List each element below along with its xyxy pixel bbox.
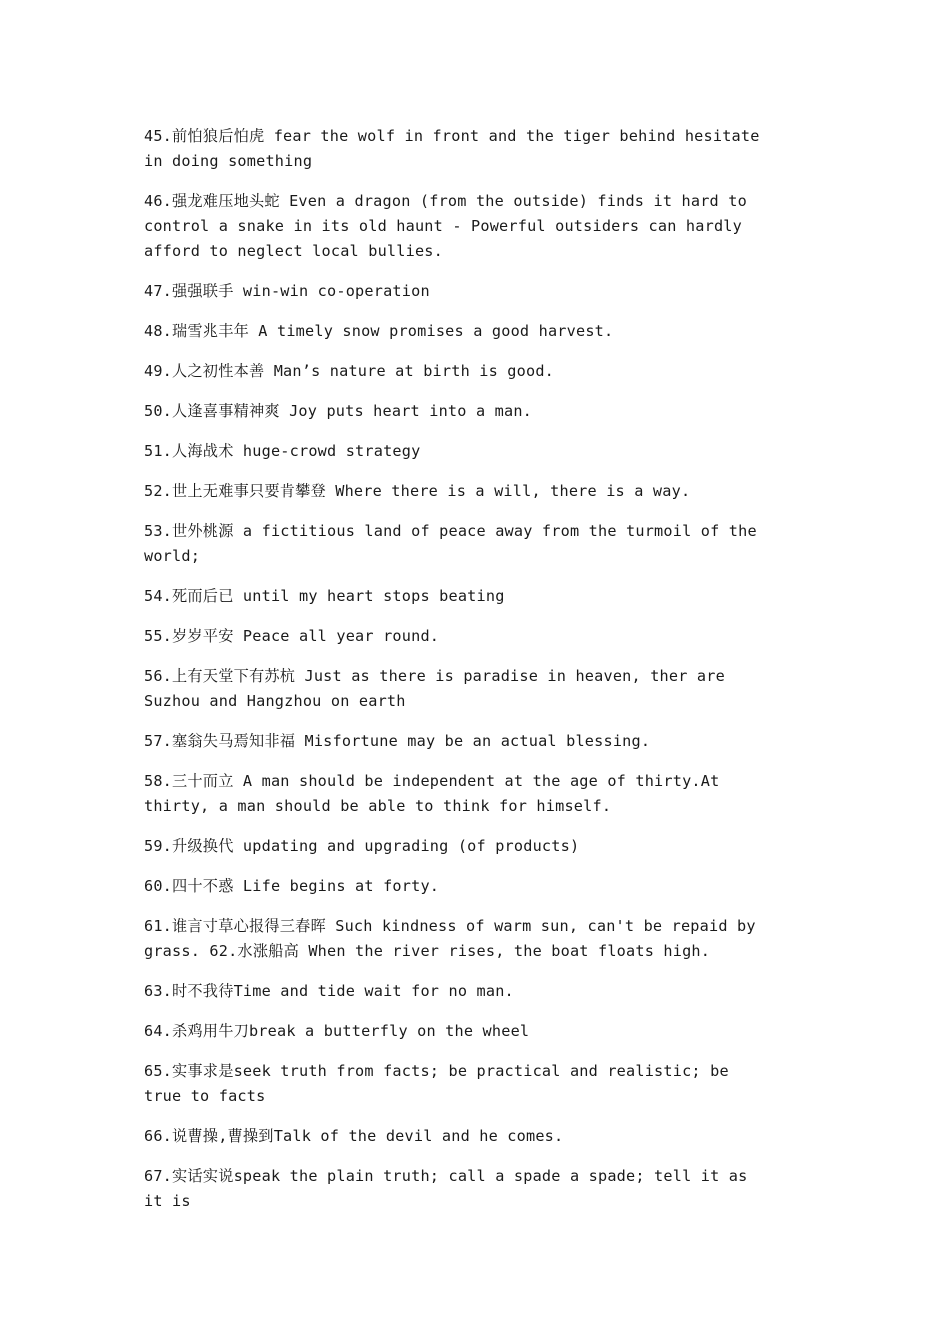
- entry-66: 66.说曹操,曹操到Talk of the devil and he comes.: [144, 1127, 564, 1145]
- document-page: [144, 124, 812, 1229]
- entry-48: 48.瑞雪兆丰年 A timely snow promises a good harvest.: [144, 322, 614, 340]
- entry-63: 63.时不我待Time and tide wait for no man.: [144, 982, 514, 1000]
- entry-49: 49.人之初性本善 Man’s nature at birth is good.: [144, 362, 555, 380]
- entry-58: 58.三十而立 A man should be independent at the age of thirty.At thirty, a man should be able to think for himself.: [144, 772, 720, 815]
- entry-61: 61.谁言寸草心报得三春晖 Such kindness of warm sun, can't be repaid by grass. 62.水涨船高 When the river rises, the boat floats high.: [144, 917, 756, 960]
- entry-45: 45.前怕狼后怕虎 fear the wolf in front and the tiger behind hesitate in doing something: [144, 127, 760, 170]
- entry-54: 54.死而后已 until my heart stops beating: [144, 587, 505, 605]
- entry-52: 52.世上无难事只要肯攀登 Where there is a will, there is a way.: [144, 482, 691, 500]
- entry-51: 51.人海战术 huge-crowd strategy: [144, 442, 421, 460]
- entry-50: 50.人逢喜事精神爽 Joy puts heart into a man.: [144, 402, 533, 420]
- entry-60: 60.四十不惑 Life begins at forty.: [144, 877, 440, 895]
- entry-46: 46.强龙难压地头蛇 Even a dragon (from the outside) finds it hard to control a snake in its old haunt - Powerful outsiders can hardly afford to neglect local bullies.: [144, 192, 747, 260]
- entry-47: 47.强强联手 win-win co-operation: [144, 282, 430, 300]
- entry-65: 65.实事求是seek truth from facts; be practical and realistic; be true to facts: [144, 1062, 729, 1105]
- entry-56: 56.上有天堂下有苏杭 Just as there is paradise in heaven, ther are Suzhou and Hangzhou on earth: [144, 667, 725, 710]
- entry-55: 55.岁岁平安 Peace all year round.: [144, 627, 440, 645]
- entry-59: 59.升级换代 updating and upgrading (of products): [144, 837, 580, 855]
- entry-67: 67.实话实说speak the plain truth; call a spade a spade; tell it as it is: [144, 1167, 748, 1210]
- entry-64: 64.杀鸡用牛刀break a butterfly on the wheel: [144, 1022, 530, 1040]
- entry-53: 53.世外桃源 a fictitious land of peace away from the turmoil of the world;: [144, 522, 757, 565]
- entry-57: 57.塞翁失马焉知非福 Misfortune may be an actual blessing.: [144, 732, 651, 750]
